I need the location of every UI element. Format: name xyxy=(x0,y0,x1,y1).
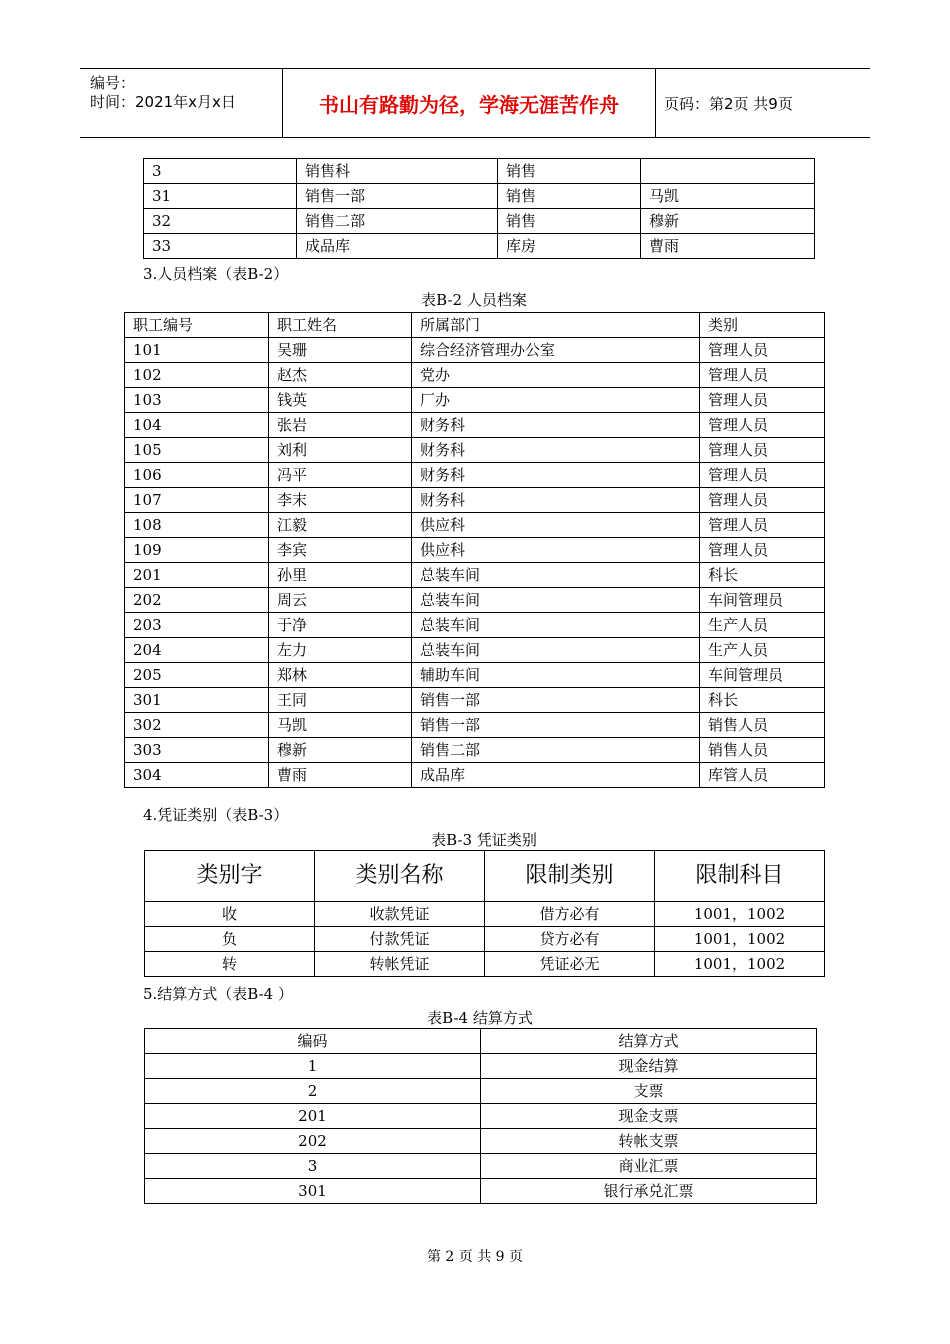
table-row xyxy=(125,638,825,663)
table-cell: 财务科 xyxy=(412,438,700,463)
table-cell: 郑林 xyxy=(269,663,412,688)
table-row xyxy=(145,1154,817,1179)
table-cell: 江毅 xyxy=(269,513,412,538)
table-cell: 车间管理员 xyxy=(700,588,825,613)
table-cell: 管理人员 xyxy=(700,363,825,388)
table-cell: 收款凭证 xyxy=(315,902,485,927)
table-cell: 303 xyxy=(125,738,269,763)
table-cell: 1001，1002 xyxy=(655,902,825,927)
table-cell: 赵杰 xyxy=(269,363,412,388)
staff-table xyxy=(124,312,825,788)
table-cell: 301 xyxy=(125,688,269,713)
table-cell: 车间管理员 xyxy=(700,663,825,688)
table-cell: 销售人员 xyxy=(700,738,825,763)
column-header: 限制类别 xyxy=(485,851,655,902)
table-cell: 管理人员 xyxy=(700,413,825,438)
table-cell: 王同 xyxy=(269,688,412,713)
table-cell: 109 xyxy=(125,538,269,563)
table-cell: 穆新 xyxy=(269,738,412,763)
table-cell: 李宾 xyxy=(269,538,412,563)
table-cell: 库管人员 xyxy=(700,763,825,788)
table-cell: 转 xyxy=(145,952,315,977)
table-cell: 冯平 xyxy=(269,463,412,488)
table-cell: 1001，1002 xyxy=(655,927,825,952)
serial-label: 编号： xyxy=(90,74,136,92)
header-slogan: 书山有路勤为径，学海无涯苦作舟 xyxy=(283,69,656,137)
table-cell: 管理人员 xyxy=(700,513,825,538)
section-heading-staff: 3.人员档案（表B-2） xyxy=(143,265,289,283)
table-cell: 销售一部 xyxy=(412,713,700,738)
table-cell: 曹雨 xyxy=(269,763,412,788)
table-header-row xyxy=(145,851,825,902)
table-cell: 管理人员 xyxy=(700,538,825,563)
table-cell: 负 xyxy=(145,927,315,952)
table-row xyxy=(145,927,825,952)
table-caption-voucher: 表B-3 凭证类别 xyxy=(431,831,537,849)
table-cell: 销售二部 xyxy=(297,209,498,234)
table-caption-staff: 表B-2 人员档案 xyxy=(421,291,527,309)
column-header: 职工姓名 xyxy=(269,313,412,338)
table-cell: 贷方必有 xyxy=(485,927,655,952)
column-header: 结算方式 xyxy=(481,1029,817,1054)
table-row xyxy=(144,234,815,259)
table-cell: 204 xyxy=(125,638,269,663)
table-row xyxy=(125,463,825,488)
column-header: 类别名称 xyxy=(315,851,485,902)
table-cell: 总装车间 xyxy=(412,588,700,613)
table-cell: 32 xyxy=(144,209,297,234)
table-cell: 辅助车间 xyxy=(412,663,700,688)
table-cell: 凭证必无 xyxy=(485,952,655,977)
table-row xyxy=(144,159,815,184)
table-cell: 厂办 xyxy=(412,388,700,413)
table-row xyxy=(125,738,825,763)
table-cell: 103 xyxy=(125,388,269,413)
table-cell: 支票 xyxy=(481,1079,817,1104)
table-cell: 3 xyxy=(145,1154,481,1179)
table-cell: 孙里 xyxy=(269,563,412,588)
table-cell: 吴珊 xyxy=(269,338,412,363)
table-cell: 201 xyxy=(125,563,269,588)
column-header: 编码 xyxy=(145,1029,481,1054)
table-cell: 马凯 xyxy=(641,184,815,209)
table-row xyxy=(145,952,825,977)
table-cell: 1001，1002 xyxy=(655,952,825,977)
time-label: 时间：2021年x月x日 xyxy=(90,93,236,111)
table-row xyxy=(125,713,825,738)
table-cell: 205 xyxy=(125,663,269,688)
table-cell: 借方必有 xyxy=(485,902,655,927)
table-cell: 付款凭证 xyxy=(315,927,485,952)
table-cell: 总装车间 xyxy=(412,563,700,588)
table-cell: 104 xyxy=(125,413,269,438)
section-heading-settlement: 5.结算方式（表B-4 ） xyxy=(143,985,293,1003)
table-cell: 202 xyxy=(145,1129,481,1154)
table-cell: 销售一部 xyxy=(412,688,700,713)
table-cell: 1 xyxy=(145,1054,481,1079)
column-header: 类别字 xyxy=(145,851,315,902)
table-cell: 31 xyxy=(144,184,297,209)
table-cell: 106 xyxy=(125,463,269,488)
table-row xyxy=(125,388,825,413)
table-row xyxy=(125,513,825,538)
table-cell: 于净 xyxy=(269,613,412,638)
header-page-number: 页码：第2页 共9页 xyxy=(664,94,793,113)
voucher-table xyxy=(144,850,825,977)
table-cell: 201 xyxy=(145,1104,481,1129)
header-meta xyxy=(80,69,283,137)
table-cell: 33 xyxy=(144,234,297,259)
table-cell: 2 xyxy=(145,1079,481,1104)
table-row xyxy=(145,1054,817,1079)
table-cell: 销售一部 xyxy=(297,184,498,209)
table-cell: 李末 xyxy=(269,488,412,513)
table-cell: 管理人员 xyxy=(700,488,825,513)
table-cell: 现金支票 xyxy=(481,1104,817,1129)
table-cell: 3 xyxy=(144,159,297,184)
table-cell: 销售二部 xyxy=(412,738,700,763)
table-cell: 202 xyxy=(125,588,269,613)
table-cell: 107 xyxy=(125,488,269,513)
department-table xyxy=(143,158,815,259)
table-cell: 刘利 xyxy=(269,438,412,463)
table-row xyxy=(125,563,825,588)
table-cell: 成品库 xyxy=(297,234,498,259)
table-row xyxy=(125,538,825,563)
table-row xyxy=(125,613,825,638)
table-cell: 105 xyxy=(125,438,269,463)
table-row xyxy=(125,488,825,513)
table-cell: 销售人员 xyxy=(700,713,825,738)
table-cell: 101 xyxy=(125,338,269,363)
table-cell: 供应科 xyxy=(412,513,700,538)
table-cell: 304 xyxy=(125,763,269,788)
table-cell: 钱英 xyxy=(269,388,412,413)
settlement-table xyxy=(144,1028,817,1204)
table-cell: 301 xyxy=(145,1179,481,1204)
table-row xyxy=(125,588,825,613)
table-cell: 总装车间 xyxy=(412,613,700,638)
table-cell: 银行承兑汇票 xyxy=(481,1179,817,1204)
table-cell: 管理人员 xyxy=(700,388,825,413)
table-cell: 党办 xyxy=(412,363,700,388)
table-caption-settlement: 表B-4 结算方式 xyxy=(427,1009,533,1027)
table-cell: 转帐凭证 xyxy=(315,952,485,977)
table-cell: 108 xyxy=(125,513,269,538)
table-row xyxy=(145,1179,817,1204)
table-cell: 销售科 xyxy=(297,159,498,184)
table-cell: 管理人员 xyxy=(700,438,825,463)
table-cell: 生产人员 xyxy=(700,613,825,638)
table-cell: 销售 xyxy=(498,209,641,234)
table-cell: 财务科 xyxy=(412,463,700,488)
table-cell: 周云 xyxy=(269,588,412,613)
table-cell: 综合经济管理办公室 xyxy=(412,338,700,363)
table-cell: 左力 xyxy=(269,638,412,663)
table-cell: 生产人员 xyxy=(700,638,825,663)
table-row xyxy=(125,338,825,363)
table-header-row xyxy=(145,1029,817,1054)
table-row xyxy=(125,688,825,713)
table-cell: 马凯 xyxy=(269,713,412,738)
table-cell: 曹雨 xyxy=(641,234,815,259)
table-row xyxy=(125,663,825,688)
table-cell: 管理人员 xyxy=(700,338,825,363)
table-cell: 科长 xyxy=(700,688,825,713)
table-row xyxy=(145,1129,817,1154)
table-cell: 管理人员 xyxy=(700,463,825,488)
table-cell: 转帐支票 xyxy=(481,1129,817,1154)
table-row xyxy=(145,1079,817,1104)
table-cell: 收 xyxy=(145,902,315,927)
table-cell: 科长 xyxy=(700,563,825,588)
table-cell: 成品库 xyxy=(412,763,700,788)
table-cell: 销售 xyxy=(498,159,641,184)
table-cell xyxy=(641,159,815,184)
table-row xyxy=(144,184,815,209)
table-header-row xyxy=(125,313,825,338)
table-row xyxy=(125,363,825,388)
table-cell: 财务科 xyxy=(412,413,700,438)
page-footer: 第 2 页 共 9 页 xyxy=(426,1249,524,1265)
table-row xyxy=(125,763,825,788)
table-row xyxy=(125,438,825,463)
table-cell: 库房 xyxy=(498,234,641,259)
table-row xyxy=(145,1104,817,1129)
table-cell: 供应科 xyxy=(412,538,700,563)
column-header: 类别 xyxy=(700,313,825,338)
column-header: 职工编号 xyxy=(125,313,269,338)
table-cell: 财务科 xyxy=(412,488,700,513)
column-header: 所属部门 xyxy=(412,313,700,338)
page-header xyxy=(80,68,870,138)
column-header: 限制科目 xyxy=(655,851,825,902)
section-heading-voucher: 4.凭证类别（表B-3） xyxy=(143,806,289,824)
table-row xyxy=(125,413,825,438)
table-row xyxy=(145,902,825,927)
table-cell: 102 xyxy=(125,363,269,388)
table-cell: 302 xyxy=(125,713,269,738)
table-cell: 203 xyxy=(125,613,269,638)
table-cell: 商业汇票 xyxy=(481,1154,817,1179)
table-cell: 穆新 xyxy=(641,209,815,234)
table-cell: 现金结算 xyxy=(481,1054,817,1079)
table-row xyxy=(144,209,815,234)
table-cell: 销售 xyxy=(498,184,641,209)
table-cell: 总装车间 xyxy=(412,638,700,663)
table-cell: 张岩 xyxy=(269,413,412,438)
